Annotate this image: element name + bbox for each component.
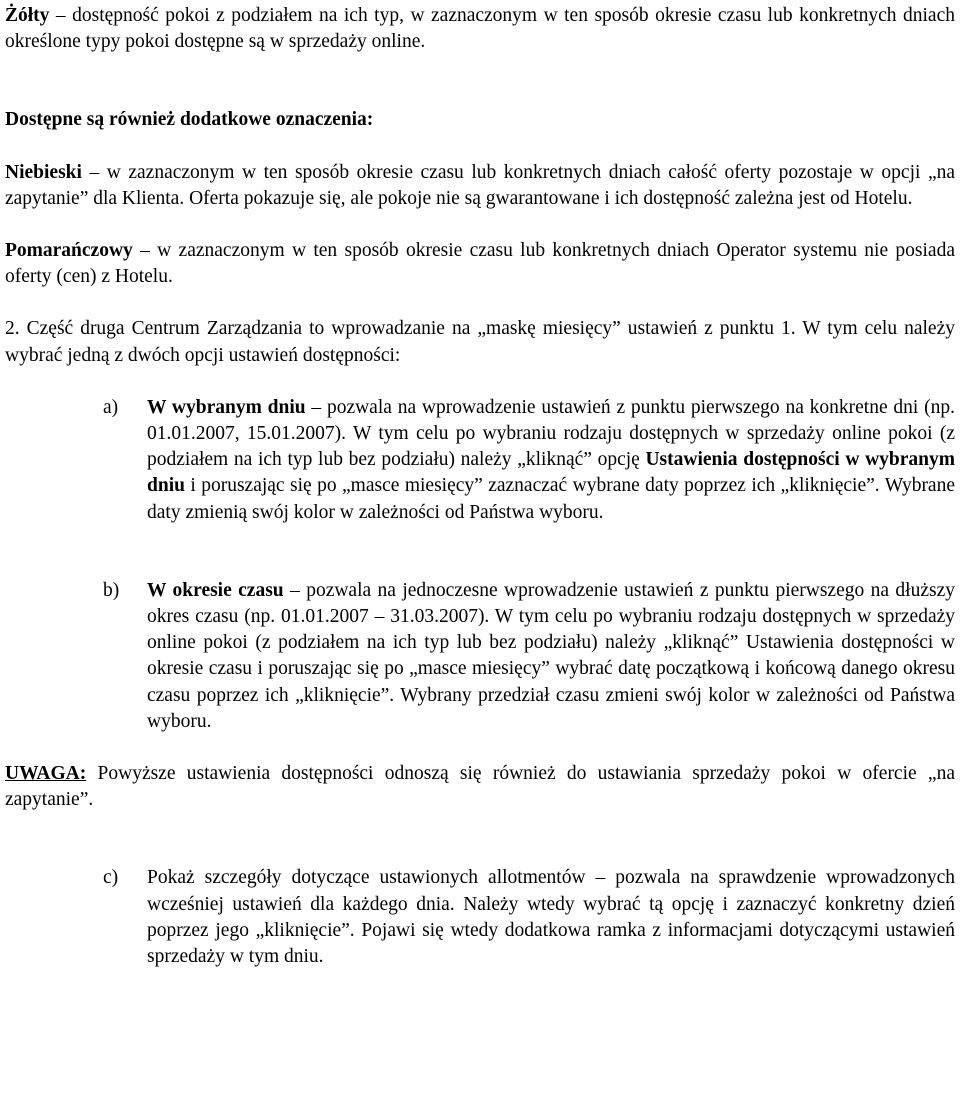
text-yellow: – dostępność pokoi z podziałem na ich typ, w zaznaczonym w ten sposób okresie czasu lub konkretnych dniach określone typy pokoi dostępne są w sprzedaży online. <box>5 5 955 53</box>
label-availability-settings-day: Ustawienia dostępności w wybranym dniu <box>147 449 955 497</box>
text-orange: – w zaznaczonym w ten sposób okresie czasu lub konkretnych dniach Operator systemu nie posiada oferty (cen) z Hotelu. <box>5 240 955 288</box>
paragraph-orange <box>5 238 955 290</box>
item-a-text2: i poruszając się po „masce miesięcy” zaznaczać wybrane daty poprzez ich „kliknięcie”. Wybrane daty zmienią swój kolor w zależności od Państwa wyboru. <box>147 475 955 523</box>
label-yellow: Żółty <box>5 5 50 26</box>
list-marker-b: b) <box>103 579 120 601</box>
list-item-a <box>5 395 955 526</box>
text-blue: – w zaznaczonym w ten sposób okresie czasu lub konkretnych dniach całość oferty pozostaje w opcji „na zapytanie” dla Klienta. Oferta pokazuje się, ale pokoje nie są gwarantowane i ich dostępność zależna jest od Hotelu. <box>5 161 955 209</box>
list-item-b-text <box>147 578 955 735</box>
note-label-text: UWAGA: <box>5 763 87 785</box>
list-marker-c: c) <box>103 867 119 889</box>
list-item-c-text: Pokaż szczegóły dotyczące ustawionych allotmentów – pozwala na sprawdzenie wprowadzonych wcześniej ustawień dla każdego dnia. Należy wtedy wybrać tą opcję i zaznaczyć konkretny dzień poprzez jego „kliknięcie”. Pojawi się wtedy dodatkowa ramka z informacjami dotyczącymi ustawień sprzedaży w tym dniu. <box>147 867 955 968</box>
item-b-text: – pozwala na jednoczesne wprowadzenie ustawień z punktu pierwszego na dłuższy okres czasu (np. 01.01.2007 – 31.03.2007). W tym celu po wybraniu rodzaju dostępnych w sprzedaży online pokoi (z podziałem na ich typ lub bez podziału) należy „kliknąć” Ustawienia dostępności w okresie czasu i poruszając się po „masce miesięcy” wybrać datę początkową i końcową danego okresu czasu poprzez ich „kliknięcie”. Wybrany przedział czasu zmieni swój kolor w zależności od Państwa wyboru. <box>147 579 955 732</box>
label-in-time-period: W okresie czasu <box>147 579 284 601</box>
label-orange: Pomarańczowy <box>5 240 133 262</box>
label-blue: Niebieski <box>5 161 82 183</box>
list-marker-a: a) <box>103 396 119 418</box>
label-note <box>5 763 86 784</box>
paragraph-yellow <box>5 3 955 55</box>
paragraph-note <box>5 761 955 813</box>
heading-text: Dostępne są również dodatkowe oznaczenia: <box>5 109 374 131</box>
document-page <box>5 0 955 970</box>
heading-additional-markings <box>5 107 955 133</box>
list-item-c <box>5 865 955 970</box>
paragraph-blue <box>5 160 955 212</box>
note-text: Powyższe ustawienia dostępności odnoszą się również do ustawiania sprzedaży pokoi w ofercie „na zapytanie”. <box>5 763 955 811</box>
paragraph-part-two: 2. Część druga Centrum Zarządzania to wprowadzanie na „maskę miesięcy” ustawień z punktu 1. W tym celu należy wybrać jedną z dwóch opcji ustawień dostępności: <box>5 318 955 366</box>
item-a-text1: – pozwala na wprowadzenie ustawień z punktu pierwszego na konkretne dni (np. 01.01.2007, 15.01.2007). W tym celu po wybraniu rodzaju dostępnych w sprzedaży online pokoi (z podziałem na ich typ lub bez podziału) należy „kliknąć” opcję <box>147 396 955 471</box>
list-item-b <box>5 578 955 735</box>
label-in-selected-day: W wybranym dniu <box>147 396 306 418</box>
list-item-a-text <box>147 395 955 526</box>
